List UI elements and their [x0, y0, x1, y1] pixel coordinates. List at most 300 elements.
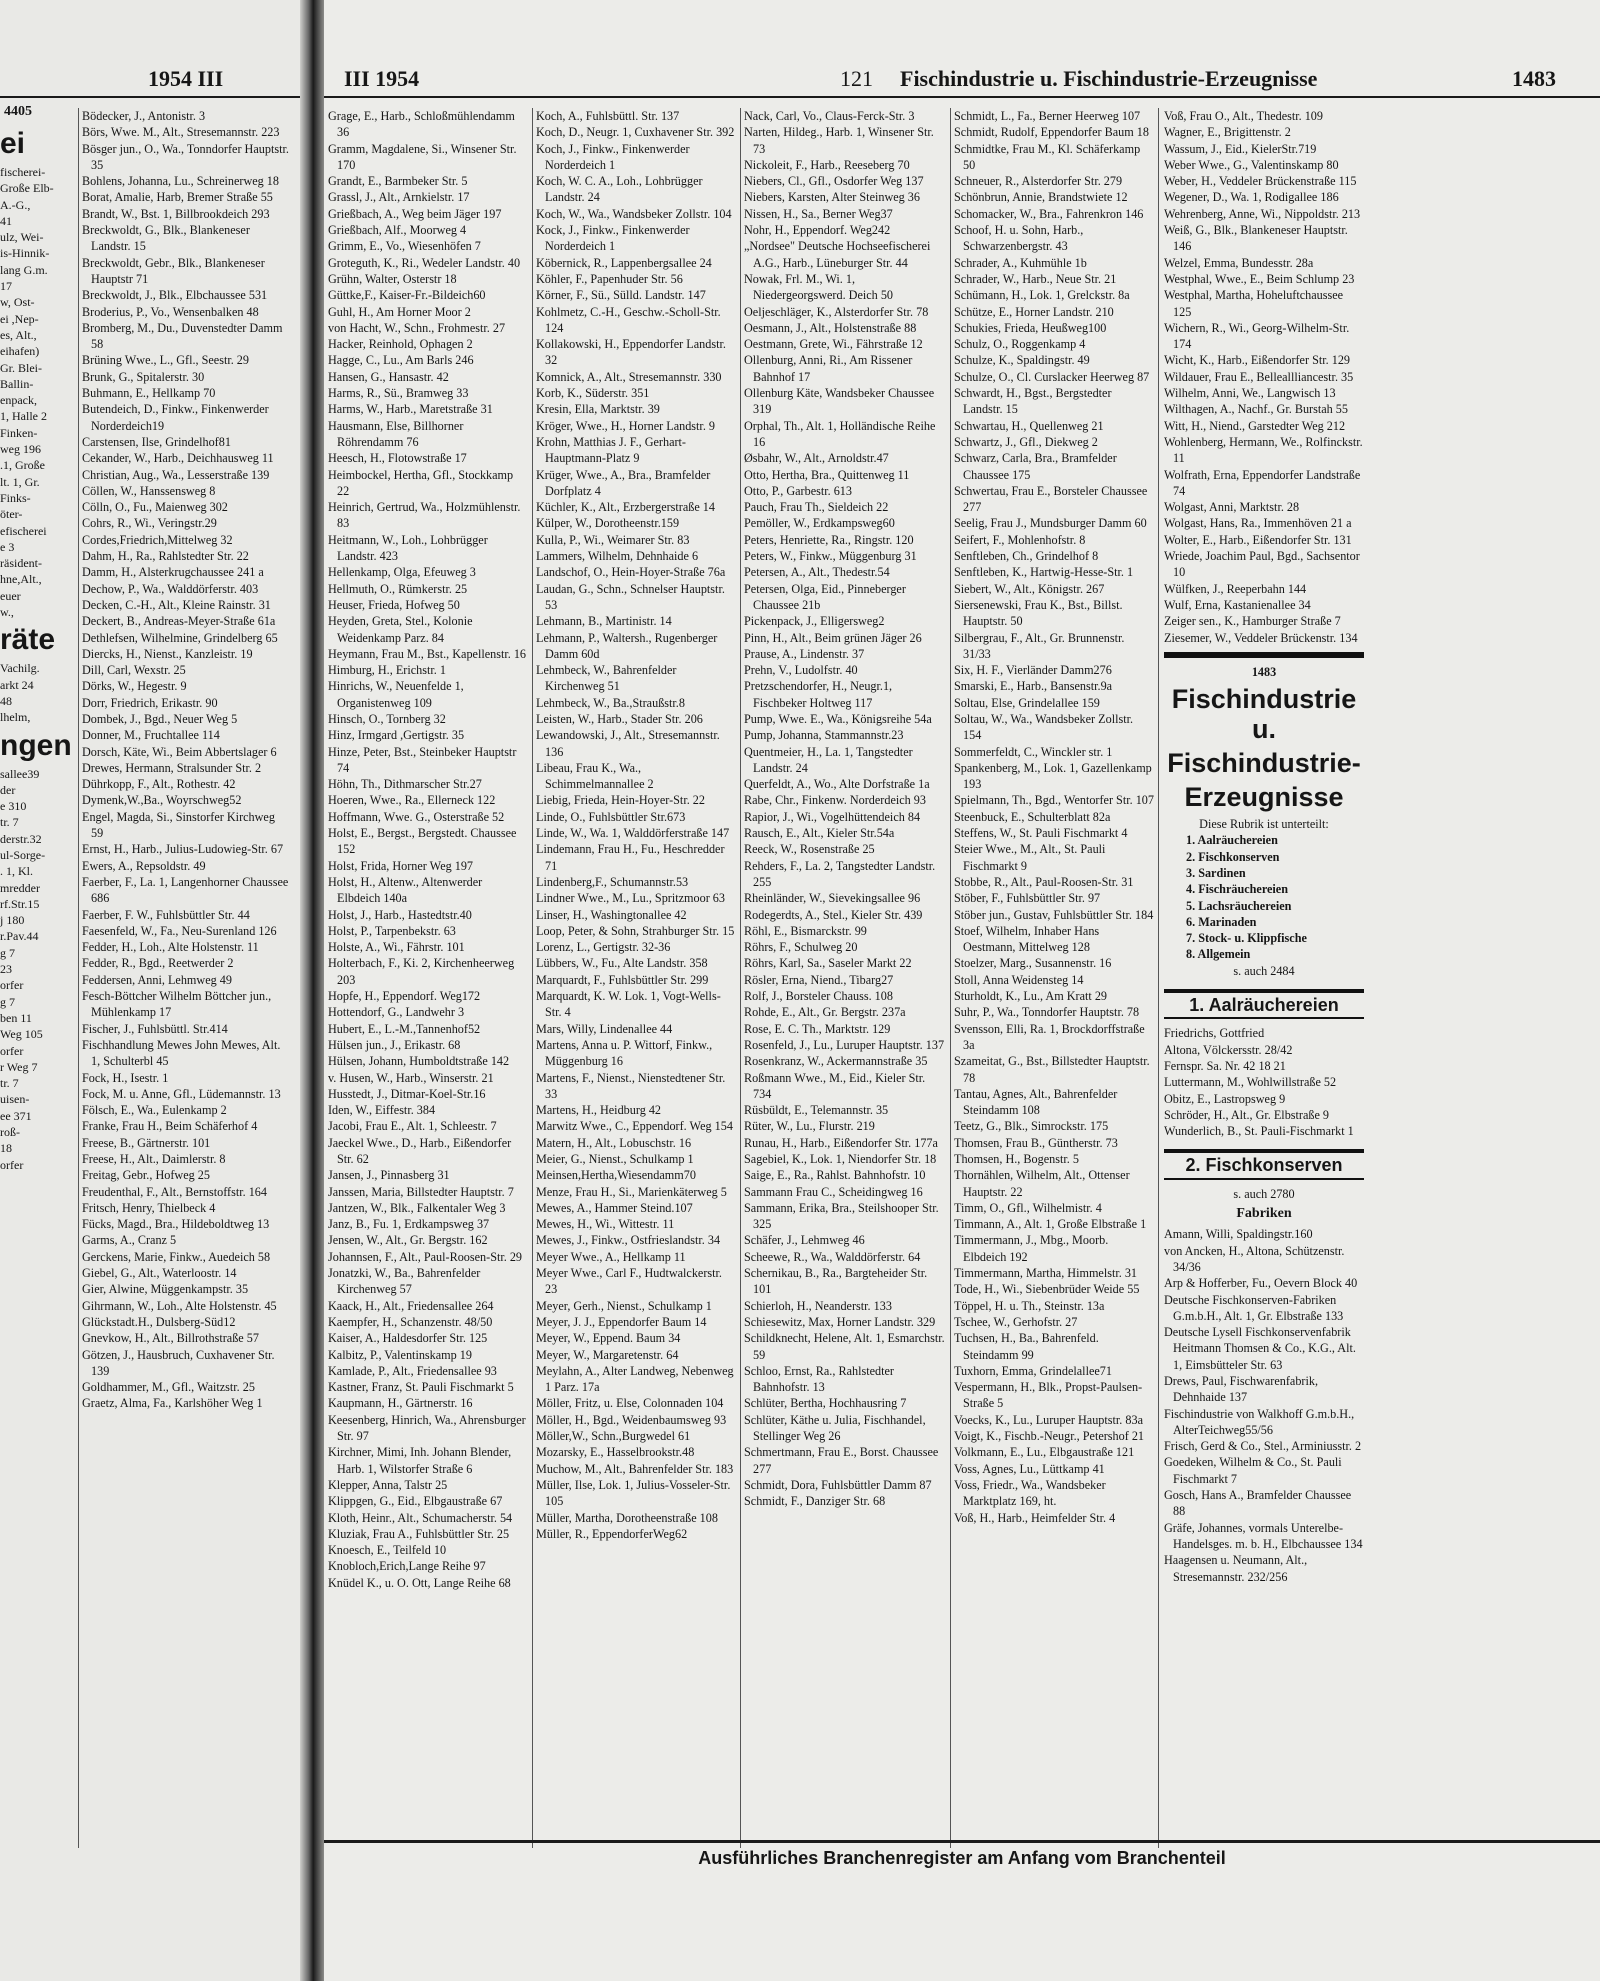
directory-entry: Menze, Frau H., Si., Marienkäterweg 5 [536, 1184, 727, 1199]
rubric-code: 1483 [1251, 664, 1277, 679]
fischkonserven-entries [1164, 1226, 1364, 1585]
left-fragment-line: A.-G., [0, 197, 31, 212]
directory-entry: Steier Wwe., M., Alt., St. Pauli Fischmarkt 9 [954, 842, 1106, 873]
directory-entry: Soltau, W., Wa., Wandsbeker Zollstr. 154 [954, 711, 1134, 743]
directory-entry: Orphal, Th., Alt. 1, Holländische Reihe 16 [744, 418, 936, 449]
directory-entry: Fritsch, Henry, Thielbeck 4 [82, 1200, 216, 1215]
directory-entry: Müller, Ilse, Lok. 1, Julius-Vosseler-Str. 105 [536, 1477, 731, 1509]
directory-entry: Wilthagen, A., Nachf., Gr. Burstah 55 [1164, 402, 1348, 417]
directory-entry: Steffens, W., St. Pauli Fischmarkt 4 [954, 826, 1128, 841]
left-fragment-line: Große Elb- [0, 181, 54, 196]
directory-entry: Dill, Carl, Wexstr. 25 [82, 663, 186, 678]
directory-entry: Wolfrath, Erna, Eppendorfer Landstraße 74 [1164, 467, 1361, 498]
directory-entry: Möller, H., Bgd., Weidenbaumsweg 93 [536, 1412, 727, 1427]
directory-entry: Schwartau, H., Quellenweg 21 [954, 418, 1104, 433]
directory-entry: Landschof, O., Hein-Hoyer-Straße 76a [536, 565, 726, 580]
left-fragment-line: der [0, 782, 16, 797]
directory-entry: Siebert, W., Alt., Königstr. 267 [954, 581, 1105, 596]
directory-entry: Lindenberg,F., Schumannstr.53 [536, 874, 689, 889]
left-fragment-line: Weg 105 [0, 1027, 43, 1042]
directory-entry: Schäfer, J., Lehmweg 46 [744, 1233, 865, 1248]
directory-entry: Borat, Amalie, Harb, Bremer Straße 55 [82, 190, 273, 205]
column-divider [950, 108, 951, 1848]
directory-entry: Lehmann, B., Martinistr. 14 [536, 614, 672, 629]
directory-entry: Lehmbeck, W., Bahrenfelder Kirchenweg 51 [536, 663, 677, 694]
directory-entry: Meyer, W., Margaretenstr. 64 [536, 1347, 679, 1362]
directory-entry: Timm, O., Gfl., Wilhelmistr. 4 [954, 1200, 1102, 1215]
company-entry: Schröder, H., Alt., Gr. Elbstraße 9 [1164, 1107, 1330, 1122]
directory-entry: Petersen, A., Alt., Thedestr.54 [744, 565, 890, 580]
directory-entry: Rabe, Chr., Finkenw. Norderdeich 93 [744, 793, 926, 808]
directory-entry: Lehmann, P., Waltersh., Rugenberger Damm 60d [536, 630, 718, 661]
directory-entry: Wagner, E., Brigittenstr. 2 [1164, 125, 1291, 140]
directory-entry: Körner, F., Sü., Sülld. Landstr. 147 [536, 288, 706, 303]
directory-entry: Götzen, J., Hausbruch, Cuxhavener Str. 139 [82, 1347, 275, 1378]
left-fragment-line: ee 371 [0, 1108, 32, 1123]
left-fragment-line: uisen- [0, 1092, 30, 1107]
directory-entry: Hinz, Irmgard ,Gertigstr. 35 [328, 728, 465, 743]
directory-entry: Smarski, E., Harb., Bansenstr.9a [954, 679, 1113, 694]
directory-entry: Hinrichs, W., Neuenfelde 1, Organistenweg 109 [328, 679, 464, 710]
directory-entry: Wolgast, Anni, Marktstr. 28 [1164, 500, 1300, 515]
directory-entry: Rehders, F., La. 2, Tangstedter Landstr. 255 [744, 858, 936, 889]
directory-entry: Koch, A., Fuhlsbüttl. Str. 137 [536, 109, 680, 123]
directory-entry: Cohrs, R., Wi., Veringstr.29 [82, 516, 217, 531]
directory-entry: Gramm, Magdalene, Si., Winsener Str. 170 [328, 141, 517, 172]
directory-entry: Voß, H., Harb., Heimfelder Str. 4 [954, 1510, 1116, 1525]
directory-entry: Carstensen, Ilse, Grindelhof81 [82, 434, 231, 449]
directory-entry: Möller, Fritz, u. Else, Colonnaden 104 [536, 1396, 724, 1411]
directory-entry: Diercks, H., Nienst., Kanzleistr. 19 [82, 646, 253, 661]
left-fragment-line: roß- [0, 1125, 20, 1140]
directory-entry: Dührkopp, F., Alt., Rothestr. 42 [82, 777, 236, 792]
left-fragment-line: mredder [0, 880, 40, 895]
directory-entry: Dymenk,W.,Ba., Woyrschweg52 [82, 793, 242, 808]
directory-entry: Rolf, J., Borsteler Chauss. 108 [744, 989, 893, 1004]
directory-entry: Nowak, Frl. M., Wi. 1, Niedergeorgswerd. Deich 50 [744, 271, 894, 303]
directory-entry: Grassl, J., Alt., Arnkielstr. 17 [328, 190, 470, 205]
left-fragment-line: 48 [0, 693, 12, 708]
directory-entry: Dörks, W., Hegestr. 9 [82, 679, 187, 694]
directory-entry: Johannsen, F., Alt., Paul-Roosen-Str. 29 [328, 1249, 523, 1264]
directory-entry: Jensen, W., Alt., Gr. Bergstr. 162 [328, 1233, 488, 1248]
directory-entry: Schloo, Ernst, Ra., Rahlstedter Bahnhofstr. 13 [744, 1363, 894, 1395]
directory-entry: Dethlefsen, Wilhelmine, Grindelberg 65 [82, 630, 278, 645]
directory-entry: Witt, H., Niend., Garstedter Weg 212 [1164, 418, 1346, 433]
directory-entry: Krüger, Wwe., A., Bra., Bramfelder Dorfplatz 4 [536, 467, 711, 498]
left-fragment-line: r Weg 7 [0, 1059, 38, 1074]
directory-entry: Lübbers, W., Fu., Alte Landstr. 358 [536, 956, 708, 971]
directory-entry: Dahm, H., Ra., Rahlstedter Str. 22 [82, 549, 249, 564]
directory-entry: Senftleben, Ch., Grindelhof 8 [954, 549, 1099, 564]
directory-entry: Marwitz Wwe., C., Eppendorf. Weg 154 [536, 1119, 733, 1134]
directory-entry: Hottendorf, G., Landwehr 3 [328, 1005, 465, 1020]
directory-entry: Graetz, Alma, Fa., Karlshöher Weg 1 [82, 1396, 263, 1411]
directory-entry: Hausmann, Else, Billhorner Röhrendamm 76 [328, 418, 464, 449]
directory-entry: Six, H. F., Vierländer Damm276 [954, 663, 1112, 678]
directory-entry: Stoll, Anna Weidensteg 14 [954, 972, 1084, 987]
company-entry: Frisch, Gerd & Co., Stel., Arminiusstr. 2 [1164, 1439, 1362, 1454]
directory-entry: Sammann Frau C., Scheidingweg 16 [744, 1184, 923, 1199]
directory-entry: Quentmeier, H., La. 1, Tangstedter Landstr. 24 [744, 744, 913, 775]
directory-entry: Holterbach, F., Ki. 2, Kirchenheerweg 203 [328, 956, 515, 987]
left-fragment-line: e 3 [0, 539, 15, 554]
directory-entry: Leisten, W., Harb., Stader Str. 206 [536, 711, 703, 726]
directory-entry: Stöber, F., Fuhlsbüttler Str. 97 [954, 891, 1101, 906]
directory-entry: Jansen, J., Pinnasberg 31 [328, 1168, 450, 1183]
left-fragment-line: hne,Alt., [0, 572, 42, 587]
directory-entry: Bromberg, M., Du., Duvenstedter Damm 58 [82, 320, 283, 352]
directory-entry: Sagebiel, K., Lok. 1, Niendorfer Str. 18 [744, 1152, 937, 1166]
directory-entry: Breckwoldt, J., Blk., Elbchaussee 531 [82, 288, 268, 303]
directory-entry: Damm, H., Alsterkrugchaussee 241 a [82, 565, 264, 580]
directory-entry: Peters, W., Finkw., Müggenburg 31 [744, 549, 917, 564]
directory-entry: Bohlens, Johanna, Lu., Schreinerweg 18 [82, 174, 279, 189]
directory-entry: Hoeren, Wwe., Ra., Ellerneck 122 [328, 793, 496, 808]
directory-entry: Voigt, K., Fischb.-Neugr., Petershof 21 [954, 1429, 1145, 1444]
directory-entry: Donner, M., Fruchtallee 114 [82, 728, 220, 743]
directory-entry: Schmidt, F., Danziger Str. 68 [744, 1494, 886, 1509]
directory-entry: Röhl, E., Bismarckstr. 99 [744, 923, 867, 938]
directory-entry: Voss, Agnes, Lu., Lüttkamp 41 [954, 1461, 1105, 1476]
directory-entry: Fedder, R., Bgd., Reetwerder 2 [82, 956, 234, 971]
directory-entry: Voecks, K., Lu., Luruper Hauptstr. 83a [954, 1412, 1143, 1427]
directory-entry: Töppel, H. u. Th., Steinstr. 13a [954, 1298, 1105, 1313]
directory-entry: Möller,W., Schn.,Burgwedel 61 [536, 1429, 691, 1444]
left-fragment-line: weg 196 [0, 442, 41, 457]
directory-entry: Schwertau, Frau E., Borsteler Chaussee 277 [954, 483, 1148, 515]
left-fragment-line: arkt 24 [0, 677, 34, 692]
directory-entry: Schlüter, Bertha, Hochhausring 7 [744, 1396, 907, 1411]
directory-entry: Korb, K., Süderstr. 351 [536, 386, 650, 401]
directory-entry: Freudenthal, F., Alt., Bernstoffstr. 164 [82, 1184, 267, 1199]
directory-entry: Schmertmann, Frau E., Borst. Chaussee 277 [744, 1445, 939, 1476]
directory-entry: Meyer Wwe., A., Hellkamp 11 [536, 1249, 686, 1264]
directory-entry: Rosenkranz, W., Ackermannstraße 35 [744, 1054, 928, 1069]
directory-entry: Rüter, W., Lu., Flurstr. 219 [744, 1119, 875, 1134]
directory-entry: Meyer, J. J., Eppendorfer Baum 14 [536, 1314, 707, 1329]
directory-entry: Brandt, W., Bst. 1, Billbrookdeich 293 [82, 206, 270, 221]
company-entry: Wunderlich, B., St. Pauli-Fischmarkt 1 [1164, 1124, 1354, 1139]
directory-entry: Mewes, J., Finkw., Ostfrieslandstr. 34 [536, 1233, 721, 1248]
directory-column-6 [1164, 108, 1364, 1848]
directory-entry: Wolgast, Hans, Ra., Immenhöven 21 a [1164, 516, 1352, 531]
directory-entry: Schmidtke, Frau M., Kl. Schäferkamp 50 [954, 141, 1141, 172]
left-fragment-line: Ballin- [0, 376, 34, 391]
directory-entry: Pickenpack, J., Elligersweg2 [744, 614, 885, 629]
directory-entry: Volkmann, E., Lu., Elbgaustraße 121 [954, 1445, 1135, 1460]
directory-entry: Guhl, H., Am Horner Moor 2 [328, 304, 471, 319]
directory-entry: Lindemann, Frau H., Fu., Heschredder 71 [536, 842, 725, 873]
directory-entry: Butendeich, D., Finkw., Finkenwerder Norderdeich19 [82, 402, 269, 433]
directory-entry: Rose, E. C. Th., Marktstr. 129 [744, 1021, 891, 1036]
directory-entry: Thomsen, Frau B., Güntherstr. 73 [954, 1135, 1118, 1150]
directory-entry: Meyer Wwe., Carl F., Hudtwalckerstr. 23 [536, 1266, 722, 1297]
fabriken-heading: Fabriken [1236, 1206, 1292, 1222]
directory-entry: Suhr, P., Wa., Tonndorfer Hauptstr. 78 [954, 1005, 1140, 1020]
directory-entry: Faerber, F., La. 1, Langenhorner Chaussee 686 [82, 874, 289, 906]
directory-entry: Zeiger sen., K., Hamburger Straße 7 [1164, 614, 1341, 629]
directory-entry: Gier, Alwine, Müggenkampstr. 35 [82, 1282, 249, 1297]
left-fragment-line: fischerei- [0, 165, 46, 179]
directory-entry: Schneuer, R., Alsterdorfer Str. 279 [954, 174, 1123, 189]
directory-entry: Schrader, W., Harb., Neue Str. 21 [954, 271, 1117, 286]
directory-entry: Janssen, Maria, Billstedter Hauptstr. 7 [328, 1184, 514, 1199]
directory-entry: Szameitat, G., Bst., Billstedter Hauptstr. 78 [954, 1054, 1150, 1085]
directory-entry: Lammers, Wilhelm, Dehnhaide 6 [536, 549, 699, 564]
left-fragment-line: ei [0, 127, 26, 160]
company-entry: Goedeken, Wilhelm & Co., St. Pauli Fischmarkt 7 [1164, 1455, 1342, 1486]
directory-entry: Marquardt, K. W. Lok. 1, Vogt-Wells-Str. 4 [536, 989, 721, 1020]
directory-entry: Drewes, Hermann, Stralsunder Str. 2 [82, 760, 262, 775]
directory-entry: Hansen, G., Hansastr. 42 [328, 369, 449, 384]
left-fragment-line: is-Hinnik- [0, 246, 50, 261]
directory-entry: Weber, H., Veddeler Brückenstraße 115 [1164, 174, 1357, 189]
directory-entry: Vespermann, H., Blk., Propst-Paulsen-Straße 5 [954, 1380, 1143, 1411]
directory-entry: Bösger jun., O., Wa., Tonndorfer Hauptstr. 35 [82, 141, 289, 172]
directory-entry: Schümann, H., Lok. 1, Grelckstr. 8a [954, 288, 1130, 303]
directory-entry: Otto, P., Garbestr. 613 [744, 483, 852, 498]
directory-entry: Brunk, G., Spitalerstr. 30 [82, 369, 205, 384]
left-fragment-line: w., [0, 605, 14, 620]
directory-entry: Wülfken, J., Reeperbahn 144 [1164, 581, 1307, 596]
directory-entry: Engel, Magda, Si., Sinstorfer Kirchweg 59 [82, 809, 275, 841]
directory-entry: Querfeldt, A., Wo., Alte Dorfstraße 1a [744, 777, 930, 792]
left-fragment-line: r.Pav.44 [0, 929, 39, 944]
directory-entry: Linde, W., Wa. 1, Walddörferstraße 147 [536, 826, 730, 841]
directory-entry: Husstedt, J., Ditmar-Koel-Str.16 [328, 1086, 486, 1101]
left-fragment-line: Finken- [0, 425, 38, 440]
directory-entry: Klepper, Anna, Talstr 25 [328, 1477, 448, 1492]
left-fragment-line: lt. 1, Gr. [0, 474, 40, 489]
directory-entry: Goldhammer, M., Gfl., Waitzstr. 25 [82, 1380, 255, 1395]
rubric-subdivision: 5. Lachsräuchereien [1186, 898, 1292, 913]
directory-entry: Narten, Hildeg., Harb. 1, Winsener Str. 73 [744, 125, 934, 156]
left-fragment-line: räte [0, 623, 56, 657]
directory-entry: Scheewe, R., Wa., Walddörferstr. 64 [744, 1249, 921, 1264]
directory-entry: Wegener, D., Wa. 1, Rodigallee 186 [1164, 190, 1339, 205]
directory-entry: Fock, M. u. Anne, Gfl., Lüdemannstr. 13 [82, 1086, 281, 1101]
directory-entry: Voss, Friedr., Wa., Wandsbeker Marktplatz 169, ht. [954, 1477, 1106, 1509]
directory-entry: Schmidt, Rudolf, Eppendorfer Baum 18 [954, 125, 1149, 140]
directory-entry: Roßmann Wwe., M., Eid., Kieler Str. 734 [744, 1070, 926, 1101]
directory-entry: Steenbuck, E., Schulterblatt 82a [954, 809, 1111, 824]
directory-entry: Heimbockel, Hertha, Gfl., Stockkamp 22 [328, 467, 514, 498]
directory-entry: Kalbitz, P., Valentinskamp 19 [328, 1347, 472, 1362]
directory-entry: Mozarsky, E., Hasselbrookstr.48 [536, 1445, 695, 1460]
rubric-title-2: Fischindustrie- [1167, 748, 1361, 779]
directory-entry: Röhrs, F., Schulweg 20 [744, 940, 858, 955]
directory-entry: Kluziak, Frau A., Fuhlsbüttler Str. 25 [328, 1526, 510, 1541]
directory-entry: Faerber, F. W., Fuhlsbüttler Str. 44 [82, 907, 250, 922]
directory-entry: Grandt, E., Barmbeker Str. 5 [328, 174, 468, 189]
rubric-subdivision: 8. Allgemein [1186, 947, 1251, 962]
directory-entry: Pinn, H., Alt., Beim grünen Jäger 26 [744, 630, 922, 645]
directory-entry: Pretzschendorfer, H., Neugr.1, Fischbeker Holtweg 117 [744, 679, 893, 710]
directory-entry: Faesenfeld, W., Fa., Neu-Surenland 126 [82, 923, 277, 938]
directory-entry: Schmidt, L., Fa., Berner Heerweg 107 [954, 109, 1141, 123]
directory-entry: Müller, Martha, Dorotheenstraße 108 [536, 1510, 718, 1525]
directory-entry: Koch, W. C. A., Loh., Lohbrügger Landstr. 24 [536, 174, 703, 205]
directory-entry: Prause, A., Lindenstr. 37 [744, 646, 865, 661]
directory-entry: Buhmann, E., Hellkamp 70 [82, 386, 216, 401]
company-entry: Haagensen u. Neumann, Alt., Stresemannstr. 232/256 [1164, 1553, 1308, 1584]
directory-entry: Klippgen, G., Eid., Elbgaustraße 67 [328, 1494, 503, 1509]
directory-entry: Schwardt, H., Bgst., Bergstedter Landstr. 15 [954, 386, 1112, 417]
rubric-subdivision: 2. Fischkonserven [1186, 849, 1280, 864]
directory-entry: Libeau, Frau K., Wa., Schimmelmannallee 2 [536, 760, 654, 792]
left-fragment-line: räsident- [0, 556, 42, 571]
directory-entry: Kock, J., Finkw., Finkenwerder Norderdeich 1 [536, 223, 690, 254]
footer-rule [324, 1840, 1600, 1843]
directory-entry: Gnevkow, H., Alt., Billrothstraße 57 [82, 1331, 259, 1346]
left-fragment-line: lhelm, [0, 710, 31, 725]
column-6-entries [1164, 108, 1364, 646]
directory-entry: Heitmann, W., Loh., Lohbrügger Landstr. 423 [328, 532, 488, 564]
directory-column-5 [954, 108, 1154, 1848]
left-fragment-line: 41 [0, 213, 12, 228]
directory-entry: Silbergrau, F., Alt., Gr. Brunnenstr. 31/33 [954, 630, 1125, 661]
directory-entry: Mars, Willy, Lindenallee 44 [536, 1021, 673, 1036]
left-fragment-line: eihafen) [0, 344, 40, 359]
directory-entry: Hülsen, Johann, Humboldtstraße 142 [328, 1054, 510, 1069]
directory-entry: Pump, Wwe. E., Wa., Königsreihe 54a [744, 711, 932, 726]
directory-entry: Decken, C.-H., Alt., Kleine Rainstr. 31 [82, 597, 271, 612]
directory-entry: Ollenburg, Anni, Ri., Am Rissener Bahnhof 17 [744, 353, 913, 384]
section-header-title: Fischindustrie u. Fischindustrie-Erzeugnisse [900, 66, 1318, 91]
directory-entry: Sammann, Erika, Bra., Steilshooper Str. 325 [744, 1200, 939, 1232]
company-entry: Amann, Willi, Spaldingstr.160 [1164, 1227, 1313, 1242]
left-fragment-line: Finks- [0, 490, 31, 505]
directory-entry: Seelig, Frau J., Mundsburger Damm 60 [954, 516, 1147, 531]
directory-entry: Feddersen, Anni, Lehmweg 49 [82, 972, 232, 987]
directory-entry: Linde, O., Fuhlsbüttler Str.673 [536, 809, 686, 824]
directory-entry: Fischhandlung Mewes John Mewes, Alt. 1, Schulterbl 45 [82, 1037, 281, 1069]
directory-entry: Röhrs, Karl, Sa., Saseler Markt 22 [744, 956, 912, 971]
directory-entry: Kamlade, P., Alt., Friedensallee 93 [328, 1363, 497, 1378]
left-fragment-line: tr. 7 [0, 1076, 19, 1091]
directory-entry: Otto, Hertha, Bra., Quittenweg 11 [744, 467, 910, 482]
directory-entry: Schwarz, Carla, Bra., Bramfelder Chaussee 175 [954, 451, 1117, 482]
directory-entry: Reeck, W., Rosenstraße 25 [744, 842, 875, 857]
directory-entry: Rapior, J., Wi., Vogelhüttendeich 84 [744, 809, 921, 824]
directory-entry: Dombek, J., Bgd., Neuer Weg 5 [82, 711, 238, 726]
directory-entry: Heymann, Frau M., Bst., Kapellenstr. 16 [328, 646, 527, 661]
directory-entry: Voß, Frau O., Alt., Thedestr. 109 [1164, 109, 1323, 123]
directory-entry: Christian, Aug., Wa., Lesserstraße 139 [82, 467, 270, 482]
directory-entry: Lehmbeck, W., Ba.,Straußstr.8 [536, 695, 685, 710]
directory-entry: Himburg, H., Erichstr. 1 [328, 663, 446, 678]
directory-entry: Wildauer, Frau E., Belleallliancestr. 35 [1164, 369, 1354, 384]
directory-entry: Ziesemer, W., Veddeler Brückenstr. 134 [1164, 630, 1358, 645]
directory-entry: Kresin, Ella, Marktstr. 39 [536, 402, 660, 417]
directory-entry: Seifert, F., Mohlenhofstr. 8 [954, 532, 1086, 547]
directory-entry: Martens, Anna u. P. Wittorf, Finkw., Müggenburg 16 [536, 1037, 713, 1069]
directory-entry: Holst, P., Tarpenbekstr. 63 [328, 923, 456, 938]
directory-entry: Jonatzki, W., Ba., Bahrenfelder Kirchenweg 57 [328, 1266, 481, 1297]
directory-column-1 [82, 108, 290, 1848]
rubric-subdivision: 1. Aalräuchereien [1186, 833, 1278, 848]
directory-entry: Wichern, R., Wi., Georg-Wilhelm-Str. 174 [1164, 320, 1350, 352]
left-fragment-line: orfer [0, 1157, 24, 1172]
directory-entry: Hülsen jun., J., Erikastr. 68 [328, 1037, 461, 1052]
directory-entry: Iden, W., Eiffestr. 384 [328, 1103, 436, 1118]
rubric-note: Diese Rubrik ist unterteilt: [1199, 817, 1329, 832]
directory-entry: Grühn, Walter, Osterstr 18 [328, 271, 457, 286]
directory-entry: Loop, Peter, & Sohn, Strahburger Str. 15 [536, 923, 735, 938]
directory-entry: v. Husen, W., Harb., Winserstr. 21 [328, 1070, 494, 1085]
column-divider [1158, 108, 1159, 1848]
directory-entry: Krohn, Matthias J. F., Gerhart-Hauptmann-Platz 9 [536, 434, 686, 466]
directory-entry: Spielmann, Th., Bgd., Wentorfer Str. 107 [954, 793, 1154, 808]
column-divider [740, 108, 741, 1848]
header-rule-right [324, 96, 1600, 98]
directory-entry: Kollakowski, H., Eppendorfer Landstr. 32 [536, 337, 726, 368]
directory-entry: Øsbahr, W., Alt., Arnoldstr.47 [744, 451, 889, 466]
directory-entry: Tantau, Agnes, Alt., Bahrenfelder Steindamm 108 [954, 1086, 1118, 1118]
directory-entry: Harms, W., Harb., Maretstraße 31 [328, 402, 493, 417]
section-divider-bar [1164, 652, 1364, 658]
directory-entry: Rheinländer, W., Sievekingsallee 96 [744, 891, 921, 906]
directory-entry: Giebel, G., Alt., Waterloostr. 14 [82, 1266, 237, 1281]
directory-entry: Dorr, Friedrich, Erikastr. 90 [82, 695, 218, 710]
directory-entry: Wehrenberg, Anne, Wi., Nippoldstr. 213 [1164, 206, 1361, 221]
right-page [324, 0, 1600, 1981]
left-fragment-line: 17 [0, 279, 12, 294]
company-entry: Luttermann, M., Wohlwillstraße 52 [1164, 1075, 1337, 1090]
directory-entry: Schomacker, W., Bra., Fahrenkron 146 [954, 206, 1144, 221]
company-entry: Drews, Paul, Fischwarenfabrik, Dehnhaide 137 [1164, 1374, 1318, 1405]
directory-entry: Muchow, M., Alt., Bahrenfelder Str. 183 [536, 1461, 734, 1476]
directory-entry: Hubert, E., L.-M.,Tannenhof52 [328, 1021, 481, 1036]
directory-entry: Heyden, Greta, Stel., Kolonie Weidenkamp Parz. 84 [328, 614, 473, 645]
directory-entry: Cekander, W., Harb., Deichhausweg 11 [82, 451, 274, 466]
header-rule-left [0, 96, 300, 98]
left-fragment-line: g 7 [0, 994, 15, 1009]
left-fragment-line: g 7 [0, 945, 15, 960]
directory-entry: Schildknecht, Helene, Alt. 1, Esmarchstr. 59 [744, 1331, 945, 1362]
directory-entry: Timmermann, J., Mbg., Moorb. Elbdeich 192 [954, 1233, 1109, 1264]
left-fragment-line: tr. 7 [0, 815, 19, 830]
column-divider [532, 108, 533, 1848]
directory-entry: Schulz, O., Roggenkamp 4 [954, 337, 1086, 352]
directory-entry: Komnick, A., Alt., Stresemannstr. 330 [536, 369, 722, 384]
company-entry: Fernspr. Sa. Nr. 42 18 21 [1164, 1058, 1286, 1073]
directory-entry: Rosenfeld, J., Lu., Luruper Hauptstr. 137 [744, 1037, 945, 1052]
directory-entry: Siersenewski, Frau K., Bst., Billst. Hauptstr. 50 [954, 597, 1123, 629]
directory-entry: Ollenburg Käte, Wandsbeker Chaussee 319 [744, 386, 935, 417]
directory-entry: Holst, J., Harb., Hastedtstr.40 [328, 907, 472, 922]
directory-entry: Kohlmetz, C.-H., Geschw.-Scholl-Str. 124 [536, 304, 721, 335]
directory-entry: Wolter, E., Harb., Eißendorfer Str. 131 [1164, 532, 1352, 547]
left-fragment-line: öter- [0, 507, 23, 522]
directory-entry: Brüning Wwe., L., Gfl., Seestr. 29 [82, 353, 249, 368]
rubric-subdivision: 6. Marinaden [1186, 914, 1257, 929]
directory-entry: Dechow, P., Wa., Walddörferstr. 403 [82, 581, 259, 596]
directory-entry: Meyer, Gerh., Nienst., Schulkamp 1 [536, 1298, 712, 1313]
directory-entry: Jacobi, Frau E., Alt. 1, Schleestr. 7 [328, 1119, 497, 1134]
directory-entry: Nickoleit, F., Harb., Reeseberg 70 [744, 157, 910, 172]
left-fragment-line: euer [0, 588, 21, 603]
directory-entry: Fölsch, E., Wa., Eulenkamp 2 [82, 1103, 227, 1118]
directory-entry: Niebers, Karsten, Alter Steinweg 36 [744, 190, 920, 205]
directory-entry: Rodegerdts, A., Stel., Kieler Str. 439 [744, 907, 923, 922]
left-fragment-line: Gr. Blei- [0, 360, 42, 375]
section-header-code: 1483 [1512, 66, 1556, 91]
directory-entry: Schwartz, J., Gfl., Diekweg 2 [954, 434, 1098, 449]
directory-entry: Laudan, G., Schn., Schnelser Hauptstr. 53 [536, 581, 725, 612]
left-fragment-line: ben 11 [0, 1010, 32, 1025]
